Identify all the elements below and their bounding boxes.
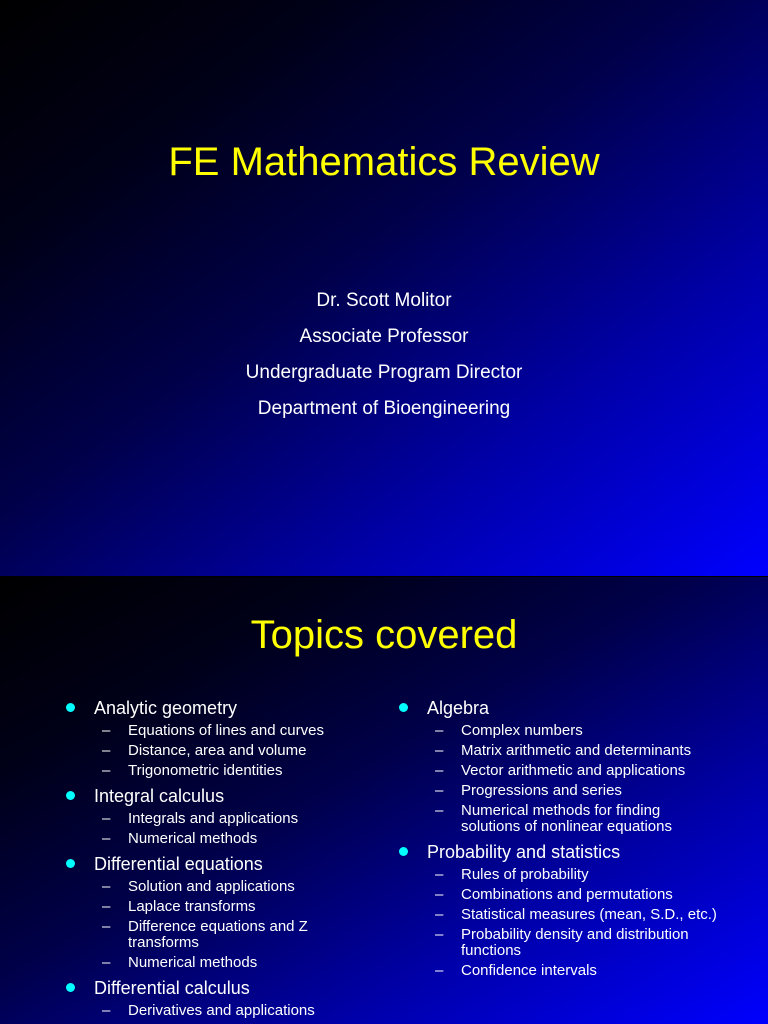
subtopic-item xyxy=(94,743,364,759)
dash-bullet-icon: – xyxy=(102,810,111,827)
topics-heading: Topics covered xyxy=(250,613,518,657)
subtopic-label: Trigonometric identities xyxy=(128,762,283,779)
dash-bullet-icon: – xyxy=(102,878,111,895)
subtopic-list xyxy=(427,867,717,979)
subtopic-item xyxy=(94,811,364,827)
cyan-dot-bullet-icon xyxy=(66,859,75,868)
subtopic-list xyxy=(427,723,717,835)
dash-bullet-icon: – xyxy=(435,742,444,759)
dash-bullet-icon: – xyxy=(102,742,111,759)
subtopic-list xyxy=(94,723,364,779)
topic-label: Differential equations xyxy=(94,854,263,874)
topic-label: Differential calculus xyxy=(94,978,250,998)
subtopic-label: Difference equations and Z transforms xyxy=(128,918,308,951)
subtopic-label: Integrals and applications xyxy=(128,810,299,827)
subtopic-item xyxy=(94,763,364,779)
subtopic-label: Confidence intervals xyxy=(461,962,597,979)
subtopic-label: Equations of lines and curves xyxy=(128,722,324,739)
cyan-dot-bullet-icon xyxy=(399,847,408,856)
dash-bullet-icon: – xyxy=(435,762,444,779)
subtopic-label: Solution and applications xyxy=(128,878,295,895)
subtopic-item xyxy=(427,867,717,883)
subtopic-item xyxy=(427,763,717,779)
presenter-role: Undergraduate Program Director xyxy=(245,362,523,383)
dash-bullet-icon: – xyxy=(102,762,111,779)
topic-item xyxy=(64,977,364,1019)
subtopic-label: Matrix arithmetic and determinants xyxy=(461,742,692,759)
dash-bullet-icon: – xyxy=(102,722,111,739)
dash-bullet-icon: – xyxy=(102,918,111,935)
subtopic-list xyxy=(94,811,364,847)
subtopic-item xyxy=(427,907,717,923)
topic-item xyxy=(397,841,717,979)
presenter-name: Dr. Scott Molitor xyxy=(316,290,452,311)
dash-bullet-icon: – xyxy=(435,782,444,799)
cyan-dot-bullet-icon xyxy=(66,983,75,992)
subtopic-label: Probability density and distribution functions xyxy=(461,926,689,959)
dash-bullet-icon: – xyxy=(435,886,444,903)
subtopic-label: Statistical measures (mean, S.D., etc.) xyxy=(461,906,717,923)
dash-bullet-icon: – xyxy=(102,954,111,971)
dash-bullet-icon: – xyxy=(435,962,444,979)
subtopic-item xyxy=(94,919,364,951)
slide-title-heading: FE Mathematics Review xyxy=(168,140,600,184)
subtopic-item xyxy=(427,887,717,903)
subtopic-label: Derivatives and applications xyxy=(128,1002,315,1019)
dash-bullet-icon: – xyxy=(435,802,444,819)
subtopic-item xyxy=(427,803,717,835)
cyan-dot-bullet-icon xyxy=(66,703,75,712)
dash-bullet-icon: – xyxy=(102,898,111,915)
subtopic-label: Laplace transforms xyxy=(128,898,256,915)
subtopic-item xyxy=(427,783,717,799)
presenter-department: Department of Bioengineering xyxy=(257,398,511,419)
topics-column-right xyxy=(397,697,717,985)
subtopic-label: Numerical methods xyxy=(128,954,258,971)
subtopic-label: Progressions and series xyxy=(461,782,622,799)
dash-bullet-icon: – xyxy=(435,926,444,943)
dash-bullet-icon: – xyxy=(102,1002,111,1019)
slide-topics xyxy=(0,577,768,1024)
topic-label: Integral calculus xyxy=(94,786,225,806)
dash-bullet-icon: – xyxy=(435,866,444,883)
presenter-info xyxy=(0,288,768,432)
subtopic-item xyxy=(94,955,364,971)
subtopic-list xyxy=(94,879,364,971)
topic-item xyxy=(397,697,717,835)
topics-column-left xyxy=(64,697,364,1024)
subtopic-item xyxy=(94,879,364,895)
topic-label: Probability and statistics xyxy=(427,842,621,862)
cyan-dot-bullet-icon xyxy=(66,791,75,800)
cyan-dot-bullet-icon xyxy=(399,703,408,712)
topic-item xyxy=(64,697,364,779)
subtopic-item xyxy=(94,899,364,915)
subtopic-item xyxy=(427,927,717,959)
topic-item xyxy=(64,785,364,847)
topic-label: Analytic geometry xyxy=(94,698,238,718)
subtopic-label: Complex numbers xyxy=(461,722,583,739)
subtopic-list xyxy=(94,1003,364,1019)
dash-bullet-icon: – xyxy=(435,906,444,923)
subtopic-label: Numerical methods for finding solutions of nonlinear equations xyxy=(461,802,672,835)
subtopic-item xyxy=(427,743,717,759)
topic-item xyxy=(64,853,364,971)
dash-bullet-icon: – xyxy=(102,830,111,847)
subtopic-item xyxy=(94,1003,364,1019)
subtopic-item xyxy=(427,723,717,739)
dash-bullet-icon: – xyxy=(435,722,444,739)
subtopic-label: Vector arithmetic and applications xyxy=(461,762,686,779)
subtopic-label: Distance, area and volume xyxy=(128,742,307,759)
subtopic-label: Numerical methods xyxy=(128,830,258,847)
subtopic-label: Combinations and permutations xyxy=(461,886,673,903)
subtopic-item xyxy=(427,963,717,979)
presenter-title: Associate Professor xyxy=(299,326,469,347)
subtopic-item xyxy=(94,723,364,739)
topic-label: Algebra xyxy=(427,698,490,718)
subtopic-item xyxy=(94,831,364,847)
subtopic-label: Rules of probability xyxy=(461,866,589,883)
